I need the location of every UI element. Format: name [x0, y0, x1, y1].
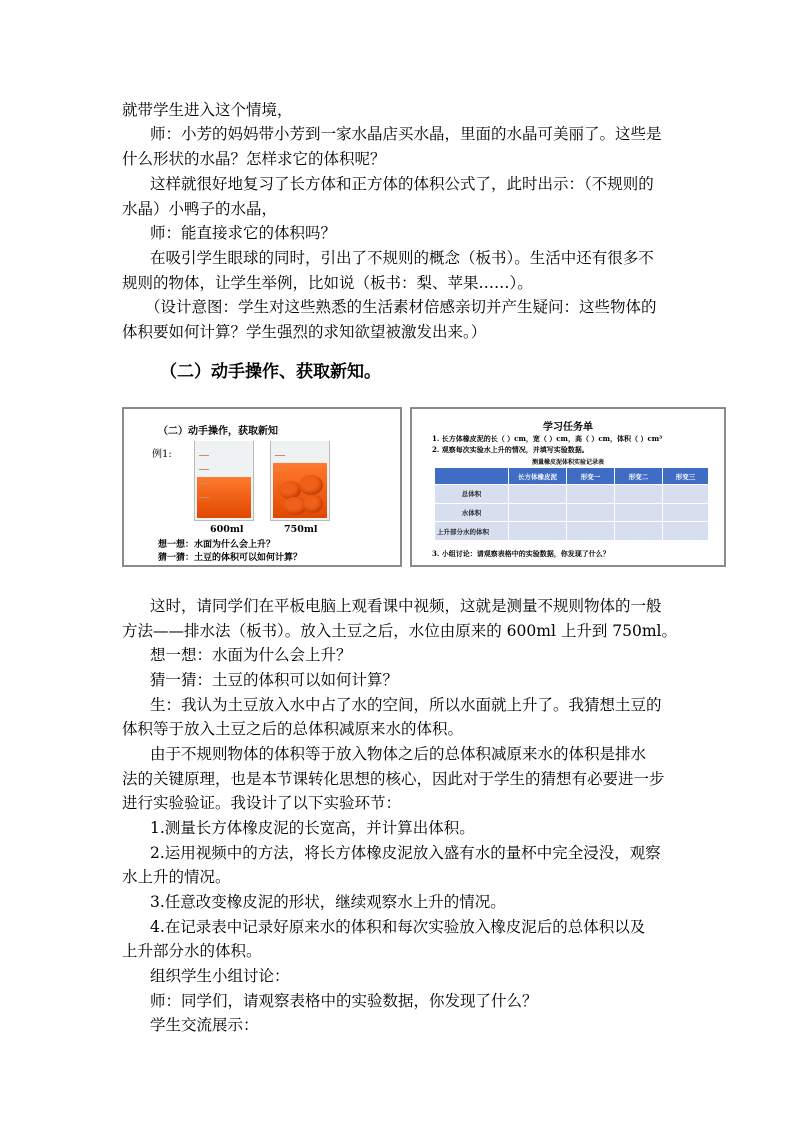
table-caption: 测量橡皮泥体积实验记录表 — [531, 459, 604, 466]
task-line-1: 1. 长方体橡皮泥的长（ ）cm，宽（ ）cm，高（ ）cm，体积（ ）cm³ — [432, 434, 663, 443]
paragraph-line: 水上升的情况。 — [122, 868, 231, 886]
paragraph-line: 这样就很好地复习了长方体和正方体的体积公式了，此时出示：（不规则的 — [150, 175, 654, 193]
paragraph-line: 师：同学们，请观察表格中的实验数据，你发现了什么？ — [150, 992, 538, 1010]
paragraph-line: 想一想：水面为什么会上升？ — [150, 646, 352, 664]
paragraph-line: 体积等于放入土豆之后的总体积减原来水的体积。 — [122, 720, 464, 738]
paragraph-line: 这时，请同学们在平板电脑上观看课中视频，这就是测量不规则物体的一般 — [150, 597, 662, 615]
table-header-row — [435, 468, 709, 485]
paragraph-line: 什么形状的水晶？怎样求它的体积呢？ — [122, 150, 386, 168]
paragraph-line: 上升部分水的体积。 — [122, 942, 262, 960]
paragraph-line: 规则的物体，让学生举例，比如说（板书：梨、苹果……）。 — [122, 274, 533, 292]
slide-beaker-experiment — [122, 407, 402, 567]
paragraph-line: 4.在记录表中记录好原来水的体积和每次实验放入橡皮泥后的总体积以及 — [150, 918, 646, 936]
slide-title: 学习任务单 — [543, 422, 593, 433]
slide-task-sheet — [410, 407, 726, 567]
example-label: 例1: — [152, 449, 172, 460]
question-guess: 猜一猜：土豆的体积可以如何计算？ — [158, 553, 303, 563]
table-header-cell: 长方体橡皮泥 — [509, 468, 567, 485]
table-row — [435, 503, 709, 522]
table-row-label: 水体积 — [435, 503, 509, 522]
paragraph-line: 水晶）小鸭子的水晶， — [122, 200, 278, 218]
paragraph-line: 由于不规则物体的体积等于放入物体之后的总体积减原来水的体积是排水 — [150, 745, 647, 763]
paragraph-line: 在吸引学生眼球的同时，引出了不规则的概念（板书）。生活中还有很多不 — [150, 249, 654, 267]
question-think: 想一想：水面为什么会上升？ — [158, 540, 276, 550]
paragraph-line: 猜一猜：土豆的体积可以如何计算？ — [150, 671, 399, 689]
table-row-label: 上升部分水的体积 — [435, 522, 509, 541]
paragraph-line: 3.任意改变橡皮泥的形状，继续观察水上升的情况。 — [150, 893, 506, 911]
volume-after-label: 750ml — [284, 524, 318, 535]
table-header-cell: 形变二 — [615, 468, 663, 485]
paragraph-line: （设计意图：学生对这些熟悉的生活素材倍感亲切并产生疑问：这些物体的 — [145, 298, 657, 316]
task-line-2: 2. 观察每次实验水上升的情况，并填写实验数据。 — [432, 445, 589, 454]
section-heading: （二）动手操作、获取新知。 — [160, 362, 381, 382]
table-row — [435, 485, 709, 504]
table-header-cell — [435, 468, 509, 485]
slide-title: （二）动手操作，获取新知 — [158, 426, 278, 437]
beaker-after-image — [270, 441, 330, 521]
table-row-label: 总体积 — [435, 485, 509, 504]
table-row — [435, 522, 709, 541]
task-line-3: 3. 小组讨论：请观察表格中的实验数据，你发现了什么？ — [432, 549, 610, 558]
paragraph-line: 就带学生进入这个情境， — [122, 101, 293, 119]
beaker-before-image — [194, 441, 254, 521]
paragraph-line: 生：我认为土豆放入水中占了水的空间，所以水面就上升了。我猜想土豆的 — [150, 696, 662, 714]
experiment-record-table — [434, 467, 709, 541]
table-header-cell: 形变三 — [663, 468, 709, 485]
paragraph-line: 师：小芳的妈妈带小芳到一家水晶店买水晶，里面的水晶可美丽了。这些是 — [150, 125, 662, 143]
paragraph-line: 法的关键原理，也是本节课转化思想的核心，因此对于学生的猜想有必要进一步 — [122, 770, 665, 788]
paragraph-line: 体积要如何计算？学生强烈的求知欲望被激发出来。） — [122, 323, 487, 341]
paragraph-line: 2.运用视频中的方法，将长方体橡皮泥放入盛有水的量杯中完全浸没，观察 — [150, 844, 661, 862]
paragraph-line: 方法——排水法（板书）。放入土豆之后，水位由原来的 600ml 上升到 750ml。 — [122, 622, 678, 640]
paragraph-line: 组织学生小组讨论： — [150, 967, 290, 985]
paragraph-line: 进行实验验证。我设计了以下实验环节： — [122, 794, 402, 812]
paragraph-line: 1.测量长方体橡皮泥的长宽高，并计算出体积。 — [150, 819, 475, 837]
paragraph-line: 师：能直接求它的体积吗？ — [150, 224, 337, 242]
paragraph-line: 学生交流展示： — [150, 1016, 259, 1034]
table-header-cell: 形变一 — [567, 468, 615, 485]
volume-before-label: 600ml — [210, 524, 244, 535]
